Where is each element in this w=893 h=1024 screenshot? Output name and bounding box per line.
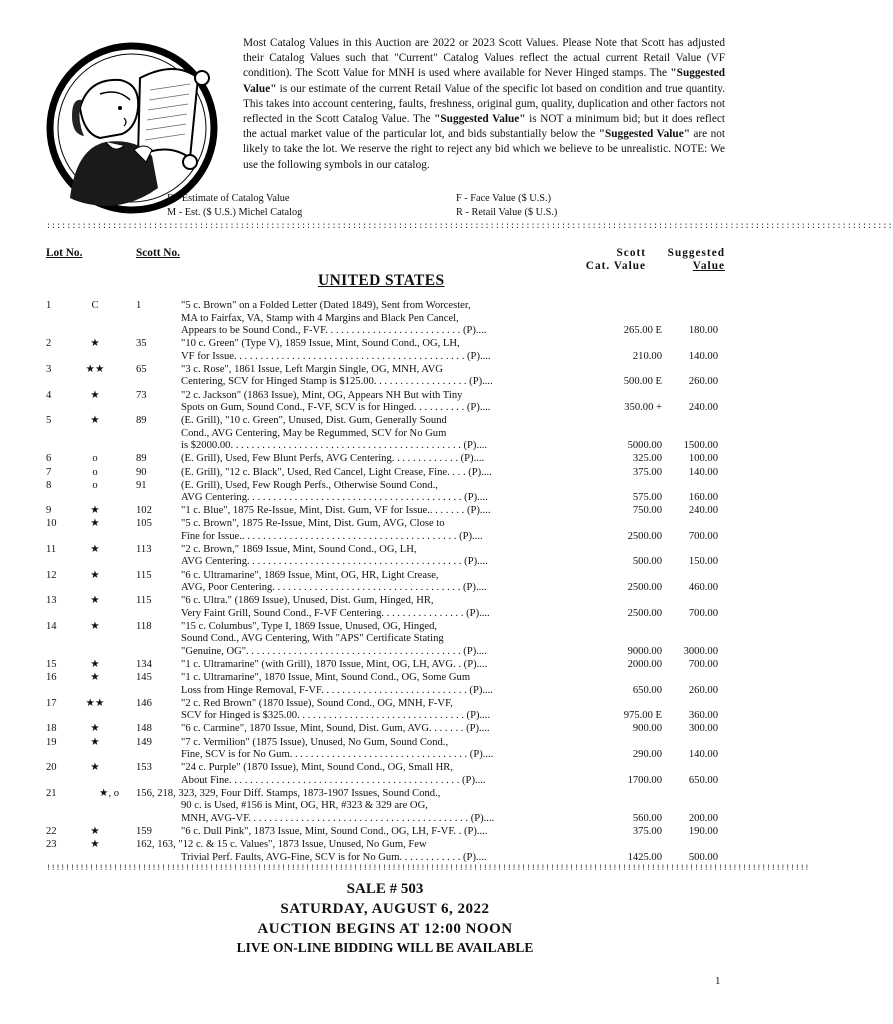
lot-number: 14 — [46, 620, 57, 632]
intro-paragraph — [243, 36, 725, 173]
catalog-value: 560.00 — [632, 812, 662, 824]
legend-face-value: F - Face Value ($ U.S.) — [456, 193, 552, 204]
scott-number: 90 — [136, 466, 147, 478]
scott-number: 149 — [136, 736, 152, 748]
grade-symbol: ★ — [90, 543, 100, 555]
description-line: (E. Grill), "10 c. Green", Unused, Dist. Gum, Generally Sound — [181, 415, 447, 427]
suggested-value: 260.00 — [688, 376, 718, 388]
catalog-value: 500.00 E — [623, 376, 662, 388]
suggested-value: 650.00 — [688, 774, 718, 786]
description-line: "6 c. Ultra." (1869 Issue), Unused, Dist. Gum, Hinged, HR, — [181, 595, 434, 607]
grade-symbol: ★ — [90, 338, 100, 350]
description-line: "10 c. Green" (Type V), 1859 Issue, Mint, Sound Cond., OG, LH, — [181, 338, 460, 350]
description-line: "15 c. Columbus", Type I, 1869 Issue, Unused, OG, Hinged, — [181, 620, 438, 632]
lot-number: 13 — [46, 595, 57, 607]
suggested-value: 700.00 — [688, 530, 718, 542]
lot-description — [181, 737, 573, 762]
description-line: Cond., AVG Centering, May be Regummed, SCV for No Gum — [181, 427, 447, 439]
catalog-value: 900.00 — [632, 723, 662, 735]
grade-symbol: ★ — [90, 659, 100, 671]
scott-number: 159 — [136, 826, 152, 838]
suggested-value: 700.00 — [688, 659, 718, 671]
description-line: "6 c. Carmine", 1870 Issue, Mint, Sound, Dist. Gum, AVG. . . . . . . (P).... — [181, 723, 490, 735]
description-line: VF for Issue. . . . . . . . . . . . . . . . . . . . . . . . . . . . . . . . . . . . . . . . . . . . (P).... — [181, 350, 491, 362]
auction-start-time: AUCTION BEGINS AT 12:00 NOON — [257, 921, 513, 937]
scott-number: 146 — [136, 697, 152, 709]
description-line: Spots on Gum, Sound Cond., F-VF, SCV is for Hinged. . . . . . . . . . (P).... — [181, 402, 491, 414]
grade-symbol: ★ — [90, 505, 100, 517]
description-line: 90 c. is Used, #156 is Mint, OG, HR, #323 & 329 are OG, — [181, 800, 428, 812]
catalog-value: 350.00 + — [624, 402, 662, 414]
scott-number: 91 — [136, 479, 147, 491]
lot-number: 8 — [46, 479, 52, 491]
exclamation-separator: !!!!!!!!!!!!!!!!!!!!!!!!!!!!!!!!!!!!!!!!!!!!!!!!!!!!!!!!!!!!!!!!!!!!!!!!!!!!!!!!!!!!!!!!!!!!!!!!!!!!!!!!!!!!!!!!!!!!!!!!!!!!!!!!!!!!!!!!!!!!!!!!!!!!!!!!!!!!!!! — [46, 864, 810, 873]
lot-number: 19 — [46, 736, 57, 748]
catalog-value: 375.00 — [632, 466, 662, 478]
lot-description — [181, 467, 573, 480]
lot-description — [181, 364, 573, 389]
description-line: 162, 163, "12 c. & 15 c. Values", 1873 Issue, Unused, No Gum, Few — [136, 839, 427, 851]
lot-description — [181, 505, 573, 518]
lot-description — [181, 480, 573, 505]
lot-number: 20 — [46, 762, 57, 774]
description-line: 156, 218, 323, 329, Four Diff. Stamps, 1873-1907 Issues, Sound Cond., — [136, 787, 441, 799]
catalog-value: 575.00 — [632, 492, 662, 504]
catalog-value: 290.00 — [632, 749, 662, 761]
scott-number: 89 — [136, 453, 147, 465]
catalog-value: 650.00 — [632, 684, 662, 696]
catalog-value: 2500.00 — [627, 607, 662, 619]
legend-michel: M - Est. ($ U.S.) Michel Catalog — [167, 207, 303, 218]
intro-emphasis-1: "Suggested Value" — [243, 67, 725, 95]
description-line: Fine for Issue.. . . . . . . . . . . . . . . . . . . . . . . . . . . . . . . . . . . . . . . . . (P).... — [181, 530, 483, 542]
suggested-value: 240.00 — [688, 402, 718, 414]
grade-symbol: o — [92, 466, 98, 478]
suggested-value: 140.00 — [688, 466, 718, 478]
description-line: AVG, Poor Centering. . . . . . . . . . . . . . . . . . . . . . . . . . . . . . . . . . . . (P).... — [181, 582, 487, 594]
live-bidding-note: LIVE ON-LINE BIDDING WILL BE AVAILABLE — [236, 940, 534, 955]
lot-description — [136, 839, 528, 864]
lot-description — [181, 595, 573, 620]
lot-number: 6 — [46, 453, 52, 465]
lot-number: 23 — [46, 839, 57, 851]
description-line: "Genuine, OG". . . . . . . . . . . . . . . . . . . . . . . . . . . . . . . . . . . . . . . . . (P).... — [181, 646, 487, 658]
grade-symbol: o — [92, 479, 98, 491]
header-suggested-line2: Value — [692, 260, 725, 272]
suggested-value: 500.00 — [688, 851, 718, 863]
auction-logo — [40, 38, 230, 218]
grade-symbol: ★★ — [85, 697, 105, 709]
description-line: "3 c. Rose", 1861 Issue, Left Margin Single, OG, MNH, AVG — [181, 363, 443, 375]
description-line: "2 c. Jackson" (1863 Issue), Mint, OG, Appears NH But with Tiny — [181, 389, 463, 401]
country-heading: UNITED STATES — [318, 272, 445, 289]
grade-symbol: ★ — [90, 839, 100, 851]
grade-symbol: C — [91, 300, 99, 311]
lot-description — [181, 762, 573, 787]
catalog-value: 5000.00 — [627, 440, 662, 452]
lot-number: 11 — [46, 543, 57, 555]
catalog-value: 2500.00 — [627, 582, 662, 594]
lot-number: 5 — [46, 415, 52, 427]
description-line: About Fine. . . . . . . . . . . . . . . . . . . . . . . . . . . . . . . . . . . . . . . . . . . . (P).... — [181, 774, 486, 786]
catalog-value: 325.00 — [632, 453, 662, 465]
scott-number: 65 — [136, 363, 147, 375]
lot-description — [136, 788, 528, 826]
suggested-value: 300.00 — [688, 723, 718, 735]
legend-estimate: E - Estimate of Catalog Value — [167, 193, 290, 204]
catalog-value: 265.00 E — [623, 325, 662, 337]
intro-text-2: is our estimate of the current Retail Value of the specific lot based on condition and true quantity. This takes into account centering, faults, freshness, original gum, quality, duplication and other factors not reflected in the Scott Catalog Value. The — [243, 82, 725, 126]
scott-number: 115 — [136, 595, 152, 607]
suggested-value: 100.00 — [688, 453, 718, 465]
suggested-value: 160.00 — [688, 492, 718, 504]
grade-symbol: ★ — [90, 826, 100, 838]
grade-symbol: ★ — [90, 595, 100, 607]
intro-emphasis-2: "Suggested Value" — [434, 113, 526, 126]
lot-number: 17 — [46, 697, 57, 709]
grade-symbol: ★ — [90, 762, 100, 774]
sale-date: SATURDAY, AUGUST 6, 2022 — [280, 901, 490, 917]
dotted-separator: :::::::::::::::::::::::::::::::::::::::::::::::::::::::::::::::::::::::::::::::::::::::::::::::::::::::::::::::::::::::::::::::::::::::::::::::::::::::::::::::::::::: — [46, 222, 893, 231]
lot-description — [181, 453, 573, 466]
description-line: "5 c. Brown", 1875 Re-Issue, Mint, Dist. Gum, AVG, Close to — [181, 518, 445, 530]
grade-symbol: ★, o — [99, 787, 120, 799]
lot-description — [181, 415, 573, 453]
description-line: (E. Grill), Used, Few Blunt Perfs, AVG Centering. . . . . . . . . . . . . (P).... — [181, 453, 485, 465]
header-scott-no: Scott No. — [136, 247, 180, 259]
lot-description — [181, 518, 573, 543]
description-line: (E. Grill), Used, Few Rough Perfs., Otherwise Sound Cond., — [181, 479, 438, 491]
scott-number: 134 — [136, 659, 152, 671]
catalog-value: 9000.00 — [627, 646, 662, 658]
lot-description — [181, 621, 573, 659]
grade-symbol: ★ — [90, 620, 100, 632]
catalog-value: 500.00 — [632, 556, 662, 568]
suggested-value: 700.00 — [688, 607, 718, 619]
catalog-value: 1700.00 — [627, 774, 662, 786]
lot-description — [181, 672, 573, 697]
description-line: "24 c. Purple" (1870 Issue), Mint, Sound Cond., OG, Small HR, — [181, 762, 454, 774]
scott-number: 113 — [136, 543, 152, 555]
lot-description — [181, 723, 573, 736]
suggested-value: 200.00 — [688, 812, 718, 824]
description-line: SCV for Hinged is $325.00. . . . . . . . . . . . . . . . . . . . . . . . . . . . . . . . (P).... — [181, 710, 491, 722]
catalog-value: 210.00 — [632, 350, 662, 362]
description-line: Centering, SCV for Hinged Stamp is $125.00. . . . . . . . . . . . . . . . . . (P).... — [181, 376, 493, 388]
description-line: "6 c. Dull Pink", 1873 Issue, Mint, Sound Cond., OG, LH, F-VF. . (P).... — [181, 826, 488, 838]
description-line: "5 c. Brown" on a Folded Letter (Dated 1849), Sent from Worcester, — [181, 300, 471, 311]
suggested-value: 260.00 — [688, 684, 718, 696]
suggested-value: 190.00 — [688, 826, 718, 838]
description-line: Fine, SCV is for No Gum. . . . . . . . . . . . . . . . . . . . . . . . . . . . . . . . . . (P).... — [181, 749, 494, 761]
suggested-value: 240.00 — [688, 505, 718, 517]
intro-text-4: are not likely to take the lot. We reserve the right to reject any bid which we believe to be unrealistic. NOTE: We use the following symbols in our catalog. — [243, 128, 726, 171]
lot-number: 3 — [46, 363, 52, 375]
legend-retail-value: R - Retail Value ($ U.S.) — [456, 207, 558, 218]
sale-number: SALE # 503 — [346, 881, 424, 897]
description-line: "1 c. Ultramarine", 1870 Issue, Mint, Sound Cond., OG, Some Gum — [181, 672, 471, 684]
lot-number: 10 — [46, 518, 57, 530]
grade-symbol: ★ — [90, 672, 100, 684]
grade-symbol: ★ — [90, 569, 100, 581]
scott-number: 105 — [136, 518, 152, 530]
lot-number: 4 — [46, 389, 52, 401]
description-line: "2 c. Red Brown" (1870 Issue), Sound Cond., OG, MNH, F-VF, — [181, 697, 453, 709]
lot-description — [181, 659, 573, 672]
scott-number: 153 — [136, 762, 152, 774]
description-line: AVG Centering. . . . . . . . . . . . . . . . . . . . . . . . . . . . . . . . . . . . . . . . . (P).... — [181, 492, 488, 504]
lot-description — [181, 698, 573, 723]
lot-description — [181, 544, 573, 569]
suggested-value: 1500.00 — [683, 440, 718, 452]
scott-number: 148 — [136, 723, 152, 735]
lot-number: 7 — [46, 466, 52, 478]
scott-number: 89 — [136, 415, 147, 427]
lot-description — [181, 390, 573, 415]
scott-number: 102 — [136, 505, 152, 517]
suggested-value: 180.00 — [688, 325, 718, 337]
description-line: Loss from Hinge Removal, F-VF. . . . . . . . . . . . . . . . . . . . . . . . . . . . (P).... — [181, 684, 493, 696]
grade-symbol: o — [92, 453, 98, 465]
lot-number: 16 — [46, 672, 57, 684]
scott-number: 1 — [136, 300, 142, 311]
lot-description — [181, 338, 573, 363]
header-scott-cat-line1: Scott — [616, 247, 646, 259]
lot-number: 22 — [46, 826, 57, 838]
catalog-value: 375.00 — [632, 826, 662, 838]
scott-number: 35 — [136, 338, 147, 350]
catalog-value: 2000.00 — [627, 659, 662, 671]
description-line: "7 c. Vermilion" (1875 Issue), Unused, No Gum, Sound Cond., — [181, 736, 449, 748]
catalog-value: 750.00 — [632, 505, 662, 517]
description-line: "1 c. Ultramarine" (with Grill), 1870 Issue, Mint, OG, LH, AVG. . (P).... — [181, 659, 488, 671]
lot-number: 12 — [46, 569, 57, 581]
lot-number: 15 — [46, 659, 57, 671]
grade-symbol: ★ — [90, 723, 100, 735]
grade-symbol: ★★ — [85, 363, 105, 375]
suggested-value: 360.00 — [688, 710, 718, 722]
suggested-value: 140.00 — [688, 749, 718, 761]
header-suggested-line1: Suggested — [667, 247, 725, 259]
intro-text-3: is NOT a minimum bid; but it does reflect the actual market value of the particular lot, and bids substantially below the — [243, 113, 725, 141]
scott-number: 73 — [136, 389, 147, 401]
description-line: Very Faint Grill, Sound Cond., F-VF Centering. . . . . . . . . . . . . . . . (P).... — [181, 607, 490, 619]
description-line: Sound Cond., AVG Centering, With "APS" Certificate Stating — [181, 633, 444, 645]
description-line: Appears to be Sound Cond., F-VF. . . . . . . . . . . . . . . . . . . . . . . . . . (P).... — [181, 325, 487, 337]
grade-symbol: ★ — [90, 389, 100, 401]
description-line: MNH, AVG-VF. . . . . . . . . . . . . . . . . . . . . . . . . . . . . . . . . . . . . . . . . . (P).... — [181, 812, 495, 824]
description-line: MA to Fairfax, VA, Stamp with 4 Margins and Black Pen Cancel, — [181, 312, 459, 324]
description-line: Trivial Perf. Faults, AVG-Fine, SCV is for No Gum. . . . . . . . . . . . (P).... — [181, 851, 487, 863]
scott-number: 115 — [136, 569, 152, 581]
grade-symbol: ★ — [90, 415, 100, 427]
header-lot-no: Lot No. — [46, 247, 83, 259]
catalog-value: 2500.00 — [627, 530, 662, 542]
grade-symbol: ★ — [90, 518, 100, 530]
page-number: 1 — [715, 975, 721, 987]
suggested-value: 460.00 — [688, 582, 718, 594]
suggested-value: 140.00 — [688, 350, 718, 362]
description-line: "2 c. Brown," 1869 Issue, Mint, Sound Cond., OG, LH, — [181, 543, 417, 555]
grade-symbol: ★ — [90, 736, 100, 748]
lot-description — [181, 300, 573, 338]
lot-number: 18 — [46, 723, 57, 735]
intro-text-1: Most Catalog Values in this Auction are 2022 or 2023 Scott Values. Please Note that Scott has adjusted their Catalog Values such that "Current" Catalog Values reflect the actual current Retail Value (VF condition). The Scott Value for MNH is used where available for Never Hinged stamps. The — [243, 37, 725, 80]
description-line: "6 c. Ultramarine", 1869 Issue, Mint, OG, HR, Light Crease, — [181, 569, 439, 581]
catalog-value: 1425.00 — [627, 851, 662, 863]
suggested-value: 150.00 — [688, 556, 718, 568]
catalog-value: 975.00 E — [623, 710, 662, 722]
lot-number: 1 — [46, 300, 52, 311]
scott-number: 118 — [136, 620, 152, 632]
lot-number: 9 — [46, 505, 52, 517]
intro-emphasis-3: "Suggested Value" — [598, 128, 690, 141]
description-line: (E. Grill), "12 c. Black", Used, Red Cancel, Light Crease, Fine. . . . (P).... — [181, 466, 492, 478]
suggested-value: 3000.00 — [683, 646, 718, 658]
lot-number: 21 — [46, 787, 57, 799]
lot-number: 2 — [46, 338, 52, 350]
description-line: "1 c. Blue", 1875 Re-Issue, Mint, Dist. Gum, VF for Issue.. . . . . . . (P).... — [181, 505, 491, 517]
description-line: is $2000.00. . . . . . . . . . . . . . . . . . . . . . . . . . . . . . . . . . . . . . . . . . . . (P).... — [181, 440, 488, 452]
header-scott-cat-line2: Cat. Value — [585, 260, 646, 272]
lot-description — [181, 826, 573, 839]
scott-number: 145 — [136, 672, 152, 684]
lot-description — [181, 570, 573, 595]
description-line: AVG Centering. . . . . . . . . . . . . . . . . . . . . . . . . . . . . . . . . . . . . . . . . (P).... — [181, 556, 488, 568]
